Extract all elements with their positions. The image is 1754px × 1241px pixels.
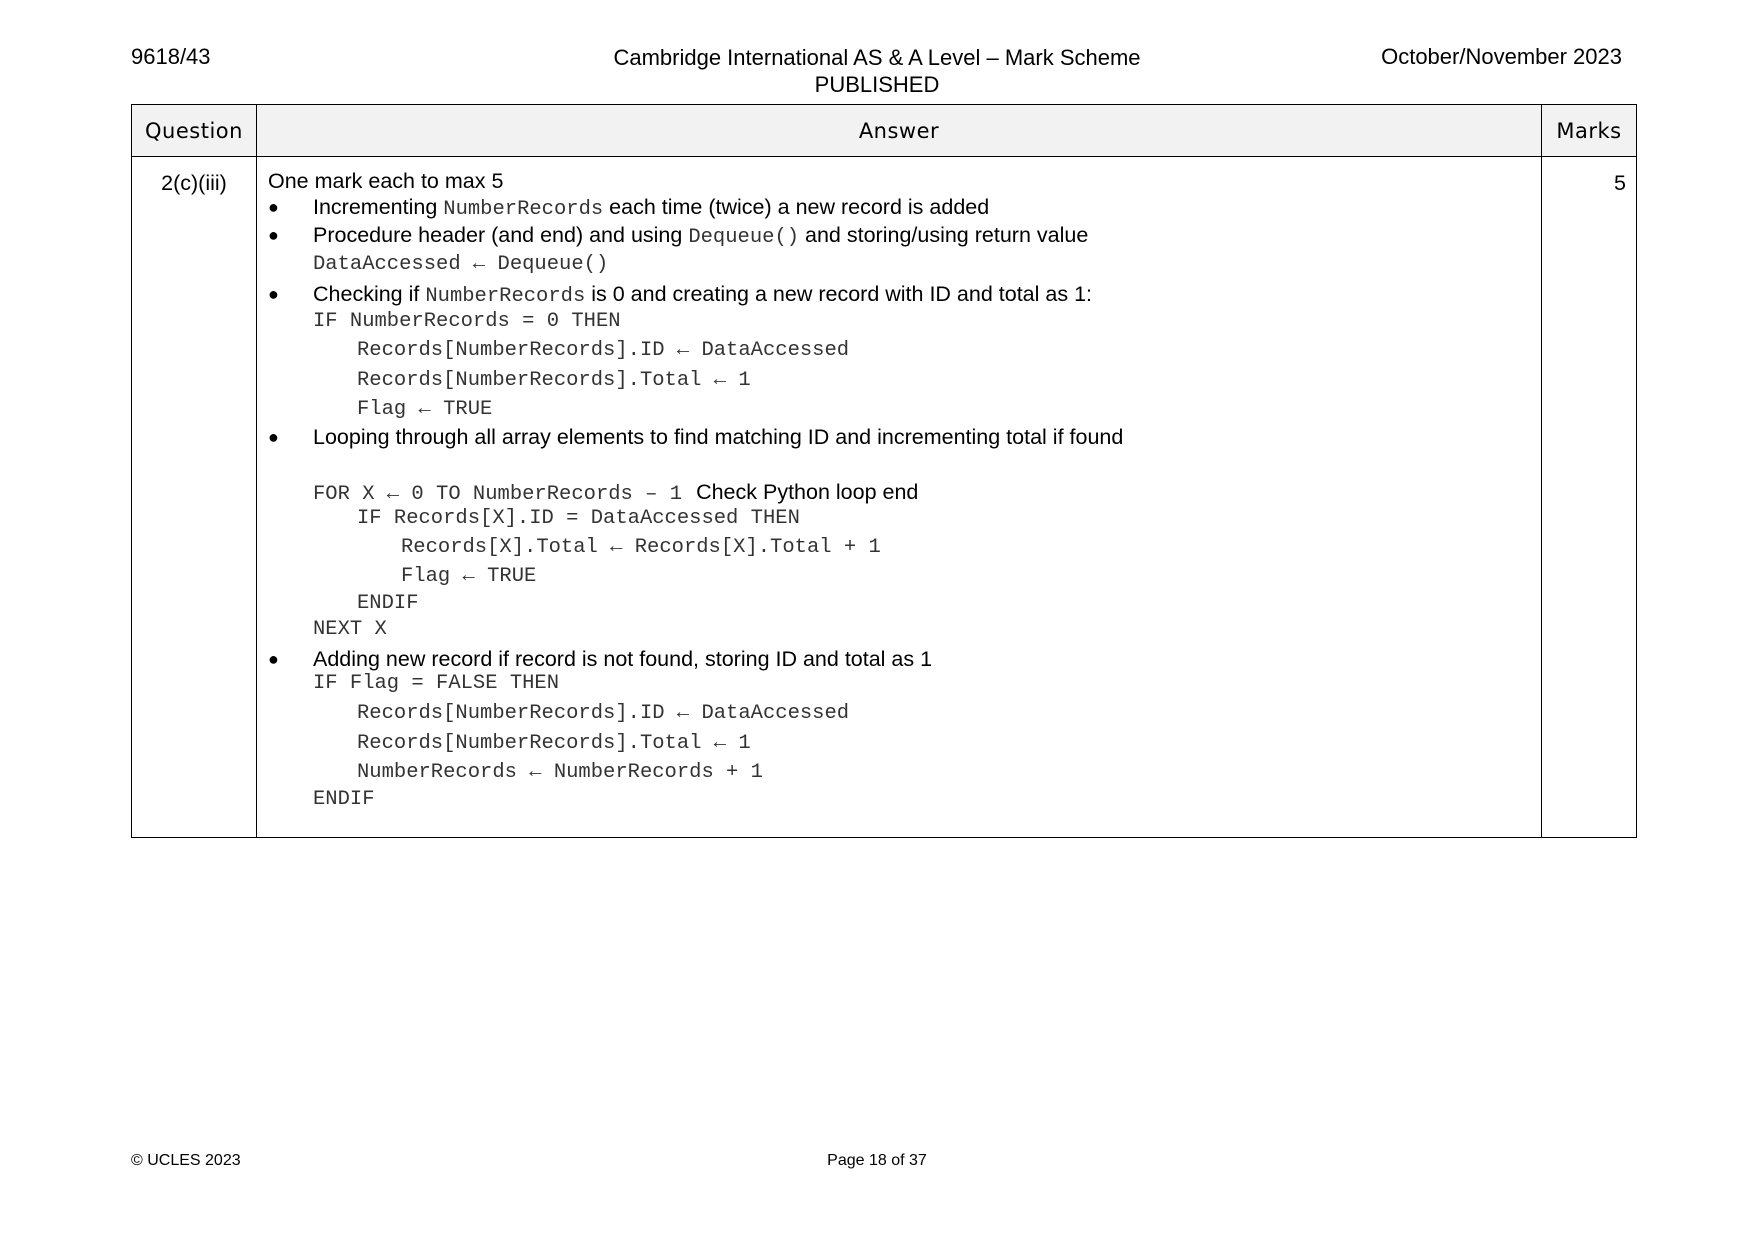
bullet-point: ● (268, 649, 279, 669)
bullet-point: ● (268, 284, 279, 304)
code-line: DataAccessed ← Dequeue() (313, 253, 609, 276)
bullet-1-post: each time (twice) a new record is added (603, 195, 990, 219)
code-line: Records[X].Total ← Records[X].Total + 1 (401, 536, 881, 559)
title-line: Cambridge International AS & A Level – Mark Scheme (613, 45, 1141, 70)
paper-code: 9618/43 (131, 44, 211, 69)
code-line: NEXT X (313, 618, 387, 641)
bullet-point: ● (268, 427, 279, 447)
answer-intro: One mark each to max 5 (268, 169, 504, 193)
question-column-header: Question (132, 105, 257, 157)
code-line: ENDIF (313, 788, 375, 811)
code-line: Records[NumberRecords].ID ← DataAccessed (357, 339, 850, 362)
bullet-1-text (313, 195, 989, 221)
code-line: FOR X ← 0 TO NumberRecords – 1 (313, 483, 683, 506)
bullet-2-pre: Procedure header (and end) and using (313, 223, 689, 247)
exam-session: October/November 2023 (1381, 44, 1622, 69)
bullet-2-post: and storing/using return value (799, 223, 1089, 247)
page-number: Page 18 of 37 (827, 1152, 927, 1169)
bullet-point: ● (268, 225, 279, 245)
code-line: NumberRecords ← NumberRecords + 1 (357, 761, 763, 784)
mark-scheme-table (131, 104, 1637, 838)
marks-value: 5 (1542, 157, 1637, 838)
question-number: 2(c)(iii) (132, 157, 257, 838)
bullet-3-code: NumberRecords (425, 285, 586, 308)
bullet-point: ● (268, 197, 279, 217)
bullet-1-pre: Incrementing (313, 195, 444, 219)
marks-column-header: Marks (1542, 105, 1637, 157)
answer-column-header: Answer (257, 105, 1542, 157)
bullet-1-code: NumberRecords (443, 198, 604, 221)
bullet-3-post: is 0 and creating a new record with ID and total as 1: (585, 282, 1093, 306)
code-line: IF NumberRecords = 0 THEN (313, 310, 621, 333)
bullet-3-pre: Checking if (313, 282, 426, 306)
published-label: PUBLISHED (814, 72, 940, 97)
bullet-4-text: Looping through all array elements to find matching ID and incrementing total if found (313, 425, 1124, 449)
bullet-2-code: Dequeue() (688, 226, 800, 249)
bullet-5-text: Adding new record if record is not found, storing ID and total as 1 (313, 647, 933, 671)
answer-cell (257, 157, 1542, 838)
copyright: © UCLES 2023 (131, 1152, 241, 1169)
code-line: Records[NumberRecords].Total ← 1 (357, 732, 751, 755)
loop-line (313, 480, 918, 506)
code-line: IF Flag = FALSE THEN (313, 672, 560, 695)
bullet-3-text (313, 282, 1092, 308)
loop-note: Check Python loop end (696, 480, 919, 504)
bullet-2-text (313, 223, 1088, 249)
code-line: Records[NumberRecords].ID ← DataAccessed (357, 702, 850, 725)
code-line: Flag ← TRUE (357, 398, 493, 421)
code-line: ENDIF (357, 592, 419, 615)
table-header-row (132, 105, 1637, 157)
code-line: Records[NumberRecords].Total ← 1 (357, 369, 751, 392)
table-row (132, 157, 1637, 838)
code-line: Flag ← TRUE (401, 565, 537, 588)
code-line: IF Records[X].ID = DataAccessed THEN (357, 507, 800, 530)
